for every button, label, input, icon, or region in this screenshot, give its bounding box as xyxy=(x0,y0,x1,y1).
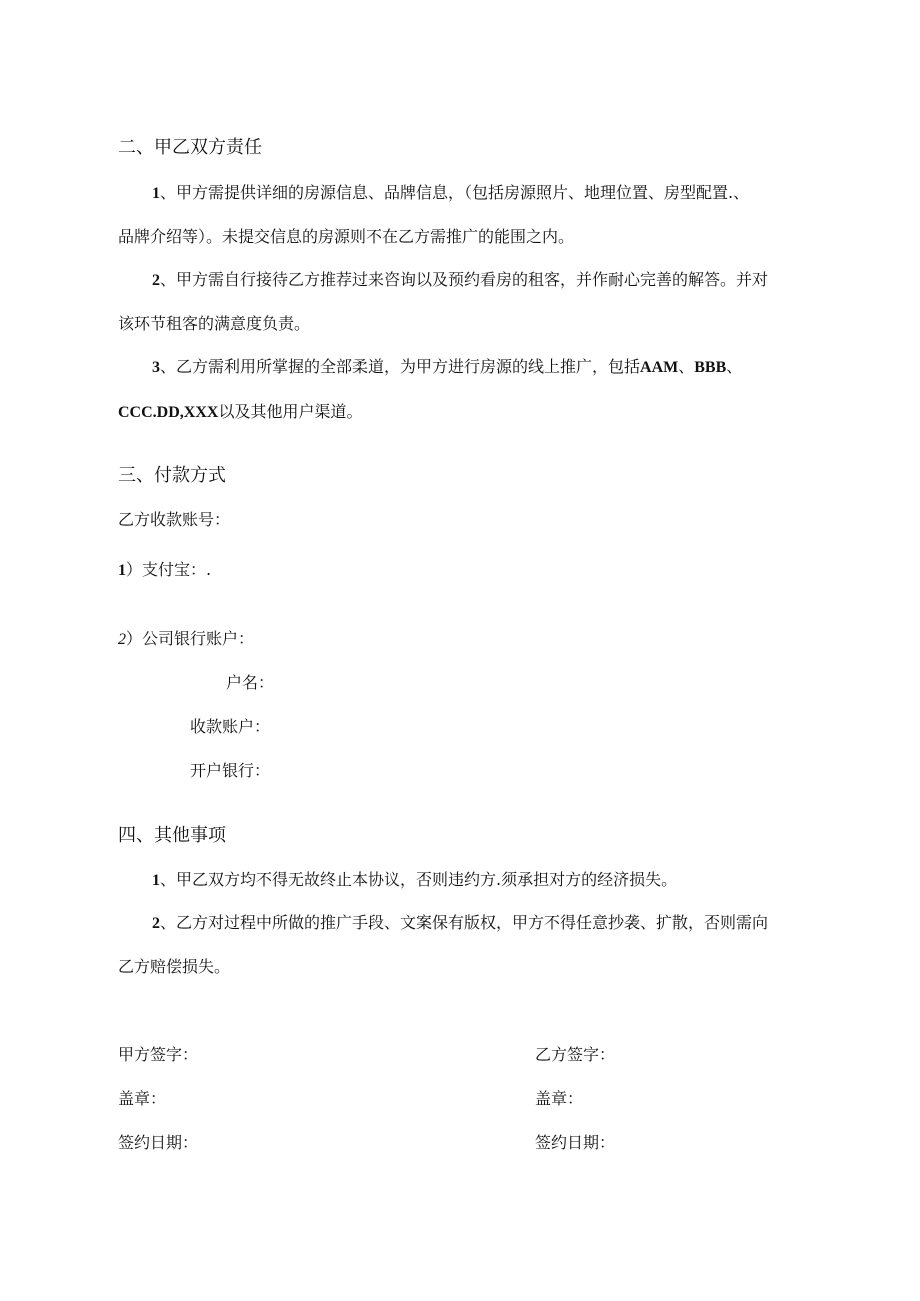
item-text: 、甲乙双方均不得无故终止本协议，否则违约方.须承担对方的经济损失。 xyxy=(160,870,678,889)
item-text: 以及其他用户渠道。 xyxy=(218,402,363,421)
channel-aam: AAM xyxy=(640,359,679,376)
bank-account-line xyxy=(118,629,254,650)
section-3-heading: 三、付款方式 xyxy=(118,465,226,486)
channel-bbb: BBB xyxy=(694,359,727,376)
party-a-signature-label: 甲方签字： xyxy=(118,1045,199,1064)
section-2-item-2-line-2: 该环节租客的满意度负责。 xyxy=(118,314,311,333)
section-2-item-3-line-1 xyxy=(152,357,742,378)
channel-list: CCC.DD,XXX xyxy=(118,404,219,421)
item-number: 1 xyxy=(152,872,160,889)
separator: 、 xyxy=(726,357,743,376)
section-4-heading: 四、其他事项 xyxy=(118,825,226,846)
alipay-text: ）支付宝：. xyxy=(126,560,212,579)
section-2-item-1-line-2: 品牌介绍等）。未提交信息的房源则不在乙方需推广的能围之内。 xyxy=(118,227,575,246)
party-a-seal-label: 盖章： xyxy=(118,1089,167,1108)
alipay-line xyxy=(118,560,211,581)
item-number: 2 xyxy=(152,915,160,932)
party-b-seal-label: 盖章： xyxy=(535,1089,584,1108)
item-number: 1 xyxy=(118,562,126,579)
account-label: 乙方收款账号： xyxy=(118,510,231,529)
bank-name-label: 开户银行： xyxy=(190,761,271,780)
item-number: 3 xyxy=(152,359,160,376)
section-4-item-2-line-2: 乙方赔偿损失。 xyxy=(118,957,231,976)
item-number: 2 xyxy=(118,631,126,648)
section-2-item-2-line-1 xyxy=(152,270,768,291)
item-text: 、乙方需利用所掌握的全部柔道，为甲方进行房源的线上推广，包括 xyxy=(160,357,641,376)
item-number: 1 xyxy=(152,185,160,202)
separator: 、 xyxy=(678,357,695,376)
item-number: 2 xyxy=(152,272,160,289)
section-4-item-1-line-1 xyxy=(152,870,677,891)
party-b-signature-label: 乙方签字： xyxy=(535,1045,616,1064)
item-text: 、甲方需提供详细的房源信息、品牌信息，（包括房源照片、地理位置、房型配置.、 xyxy=(160,183,750,202)
bank-account-text: ）公司银行账户： xyxy=(126,629,255,648)
party-b-date-label: 签约日期： xyxy=(535,1133,616,1152)
section-2-item-3-line-2 xyxy=(118,402,362,423)
account-name-label: 户名： xyxy=(226,673,275,692)
account-number-label: 收款账户： xyxy=(190,717,271,736)
item-text: 、甲方需自行接待乙方推荐过来咨询以及预约看房的租客，并作耐心完善的解答。并对 xyxy=(160,270,769,289)
item-text: 、乙方对过程中所做的推广手段、文案保有版权，甲方不得任意抄袭、扩散，否则需向 xyxy=(160,913,769,932)
section-2-item-1-line-1 xyxy=(152,183,749,204)
section-4-item-2-line-1 xyxy=(152,913,768,934)
section-2-heading: 二、甲乙双方责任 xyxy=(118,137,262,158)
party-a-date-label: 签约日期： xyxy=(118,1133,199,1152)
